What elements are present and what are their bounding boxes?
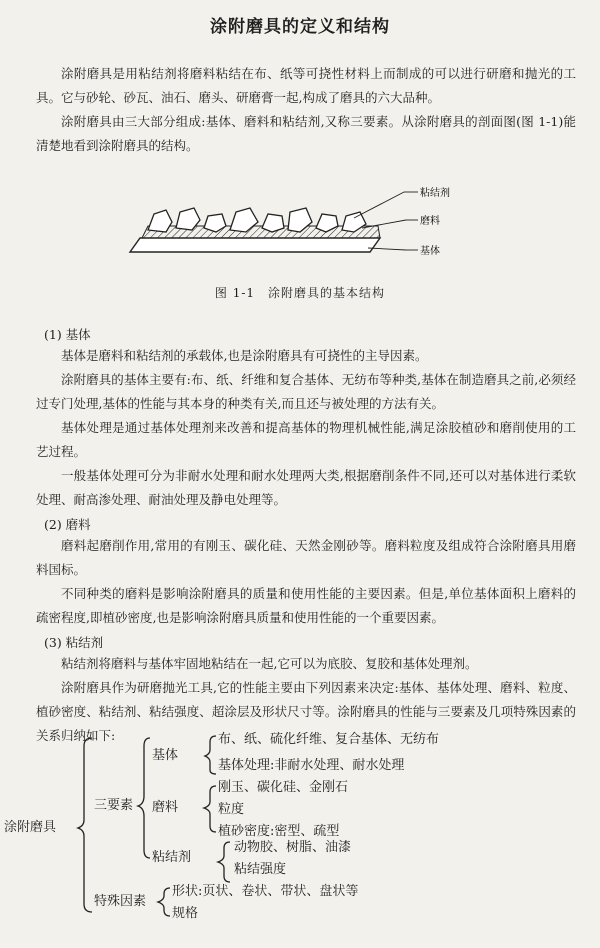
- tree-root: 涂附磨具: [4, 820, 57, 835]
- relationship-tree: [0, 728, 600, 943]
- label-abrasive: 磨料: [420, 216, 440, 227]
- section-heading-abrasive: (2) 磨料: [44, 517, 91, 532]
- backing-layer: [130, 238, 380, 252]
- section-backing-paragraph-2: 涂附磨具的基体主要有:布、纸、纤维和复合基体、无纺布等种类,基体在制造磨具之前,必须经过专门处理,基体的性能与其本身的种类有关,而且还与被处理的方法有关。: [36, 372, 576, 411]
- section-abrasive-paragraph-1: 磨料起磨削作用,常用的有刚玉、碳化硅、天然金刚砂等。磨料粒度及组成符合涂附磨具用磨料国标。: [36, 538, 576, 577]
- intro-paragraph-1: 涂附磨具是用粘结剂将磨料粘结在布、纸等可挠性材料上而制成的可以进行研磨和抛光的工具。它与砂轮、砂瓦、油石、磨头、研磨膏一起,构成了磨具的六大品种。: [36, 66, 576, 105]
- section-backing-paragraph-3: 基体处理是通过基体处理剂来改善和提高基体的物理机械性能,满足涂胶植砂和磨削使用的工艺过程。: [36, 420, 576, 459]
- figure-caption: 图 1-1 涂附磨具的基本结构: [214, 286, 386, 300]
- tree-three-elements: 三要素: [94, 798, 134, 813]
- cross-section-figure: [118, 178, 478, 268]
- intro-paragraph-2: 涂附磨具由三大部分组成:基体、磨料和粘结剂,又称三要素。从涂附磨具的剖面图(图 1-1)能清楚地看到涂附磨具的结构。: [36, 114, 576, 153]
- tree-backing: 基体: [152, 748, 179, 763]
- section-abrasive-paragraph-2: 不同种类的磨料是影响涂附磨具的质量和使用性能的主要因素。但是,单位基体面积上磨料的疏密程度,即植砂密度,也是影响涂附磨具质量和使用性能的一个重要因素。: [36, 586, 576, 625]
- section-heading-binder: (3) 粘结剂: [44, 635, 104, 650]
- tree-backing-item-2: 基体处理:非耐水处理、耐水处理: [218, 758, 405, 773]
- tree-binder-item-1: 动物胶、树脂、油漆: [234, 840, 352, 855]
- section-heading-backing: (1) 基体: [44, 327, 91, 342]
- tree-special-item-1: 形状:页状、卷状、带状、盘状等: [172, 884, 359, 899]
- tree-abrasive-item-1: 刚玉、碳化硅、金刚石: [218, 780, 349, 795]
- section-backing-paragraph-4: 一般基体处理可分为非耐水处理和耐水处理两大类,根据磨削条件不同,还可以对基体进行柔软处理、耐高渗处理、耐油处理及静电处理等。: [36, 468, 576, 507]
- tree-abrasive-item-3: 植砂密度:密型、疏型: [218, 824, 340, 839]
- tree-binder: 粘结剂: [152, 850, 192, 865]
- tree-binder-item-2: 粘结强度: [234, 862, 287, 877]
- tree-special-factors: 特殊因素: [94, 894, 147, 909]
- page-title: 涂附磨具的定义和结构: [210, 17, 390, 37]
- section-binder-paragraph-1: 粘结剂将磨料与基体牢固地粘结在一起,它可以为底胶、复胶和基体处理剂。: [61, 656, 478, 671]
- tree-abrasive: 磨料: [152, 800, 179, 815]
- tree-backing-item-1: 布、纸、硫化纤维、复合基体、无纺布: [218, 732, 440, 747]
- section-backing-paragraph-1: 基体是磨料和粘结剂的承载体,也是涂附磨具有可挠性的主导因素。: [61, 348, 428, 363]
- section-binder-paragraph-2: 涂附磨具作为研磨抛光工具,它的性能主要由下列因素来决定:基体、基体处理、磨料、粒度、植砂密度、粘结剂、粘结强度、超涂层及形状尺寸等。涂附磨具的性能与三要素及几项特殊因素的关系归纳如下:: [36, 680, 576, 743]
- tree-special-item-2: 规格: [172, 906, 199, 921]
- label-binder: 粘结剂: [420, 188, 450, 199]
- tree-abrasive-item-2: 粒度: [218, 802, 245, 817]
- label-backing: 基体: [420, 246, 440, 257]
